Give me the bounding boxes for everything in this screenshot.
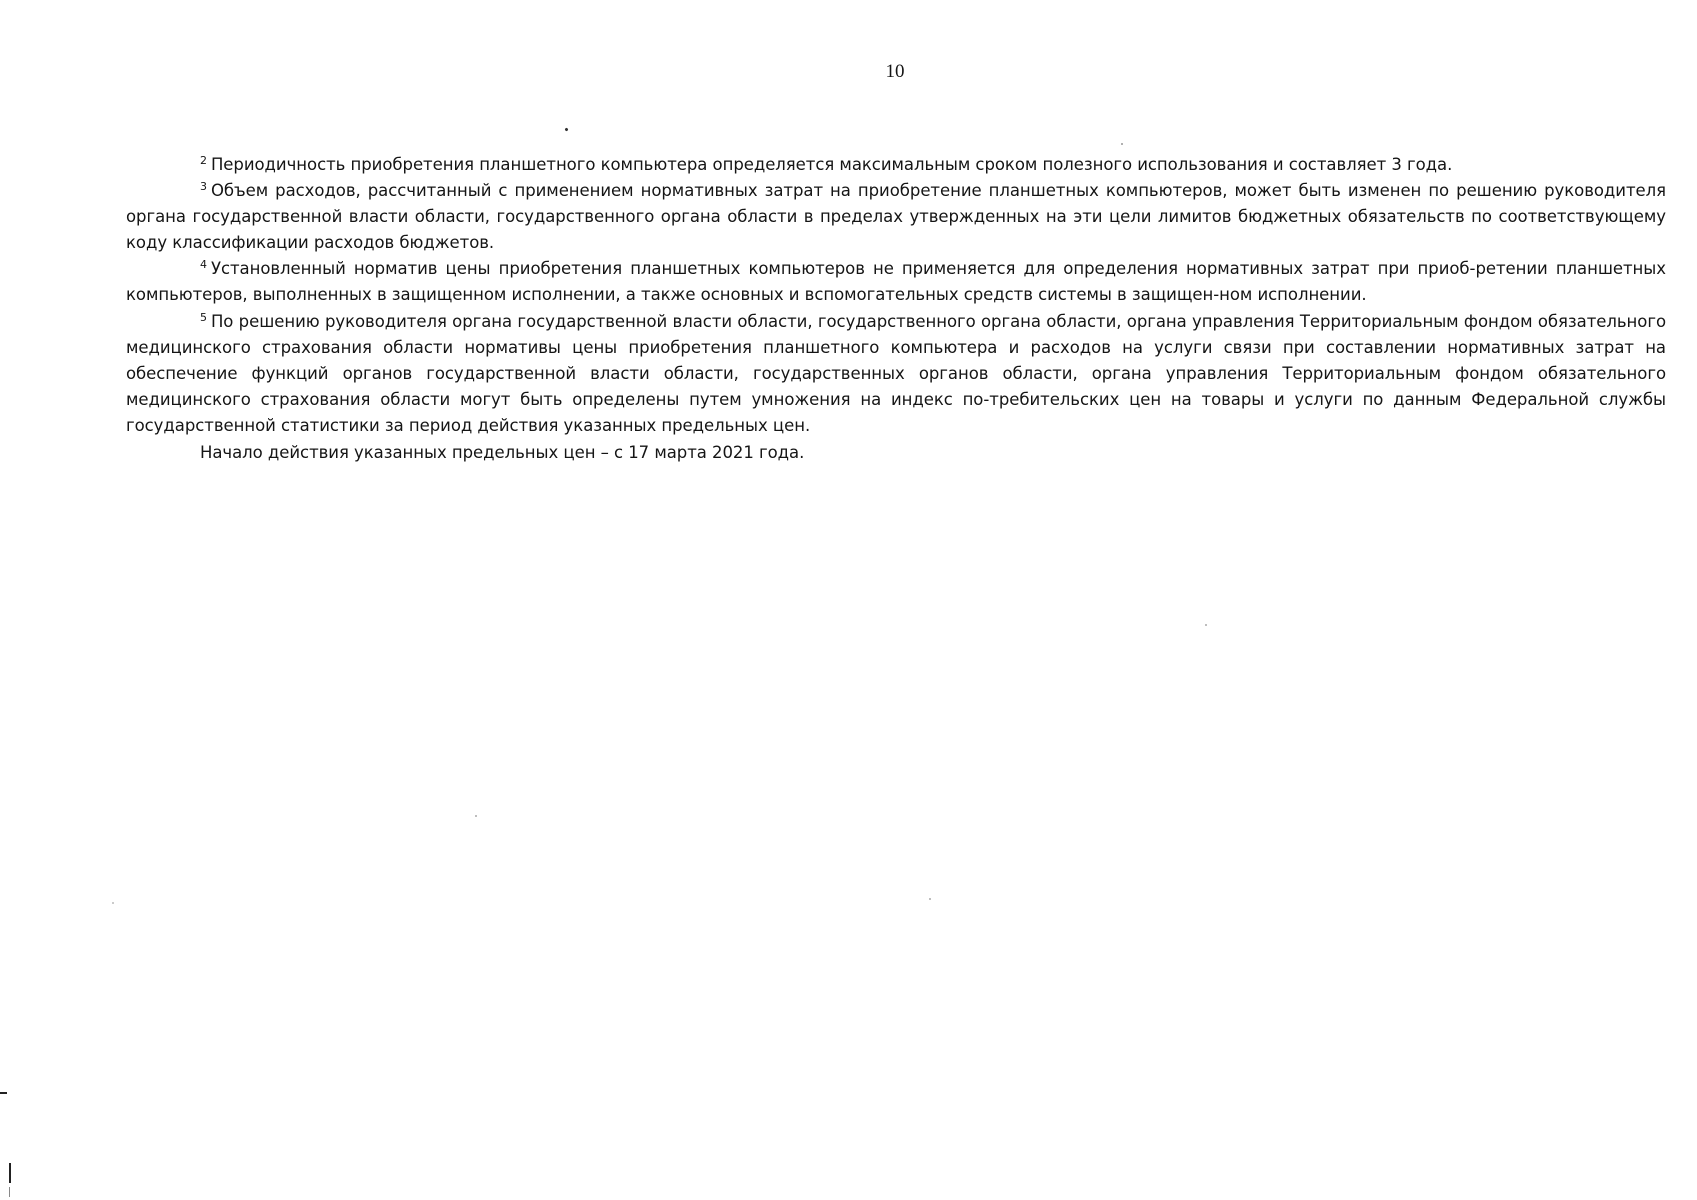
- document-body: [126, 152, 1666, 466]
- scan-edge-mark: [9, 1163, 11, 1183]
- footnote-2: [126, 152, 1666, 178]
- footnote-marker: 5: [200, 310, 207, 324]
- footnote-5: [126, 309, 1666, 439]
- page-number: [0, 60, 1697, 84]
- footnote-marker: 2: [200, 153, 207, 167]
- footnote-marker: 3: [200, 180, 207, 194]
- footnote-text: Объем расходов, рассчитанный с применением нормативных затрат на приобретение планшетных компьютеров, может быть изменен по решению руководителя органа государственной власти области, государственного органа области в пределах утвержденных на эти цели лимитов бюджетных обязательств по соответствующему коду классификации расходов бюджетов.: [126, 181, 1666, 253]
- scan-edge-mark: [0, 1092, 7, 1094]
- footnote-text: Установленный норматив цены приобретения планшетных компьютеров не применяется для определения нормативных затрат при приоб-ретении планшетных компьютеров, выполненных в защищенном исполнении, а также основных и вспомогательных средств системы в защищен-ном исполнении.: [126, 259, 1666, 305]
- effective-date-paragraph: Начало действия указанных предельных цен – с 17 марта 2021 года.: [200, 443, 805, 463]
- scan-speck: [564, 127, 568, 131]
- scan-speck: [1121, 143, 1123, 145]
- scan-speck: [1205, 624, 1207, 626]
- footnote-marker: 4: [200, 258, 207, 272]
- footnote-text: По решению руководителя органа государственной власти области, государственного органа области, органа управления Территориальным фондом обязательного медицинского страхования области нормативы цены приобретения планшетного компьютера и расходов на услуги связи при составлении нормативных затрат на обеспечение функций органов государственной власти области, государственных органов области, органа управления Территориальным фондом обязательного медицинского страхования области могут быть определены путем умножения на индекс по-требительских цен на товары и услуги по данным Федеральной службы государственной статистики за период действия указанных предельных цен.: [126, 311, 1666, 435]
- scan-speck: [475, 815, 477, 817]
- footnote-text: Периодичность приобретения планшетного компьютера определяется максимальным сроком полезного использования и составляет 3 года.: [210, 155, 1453, 174]
- scan-speck: [929, 898, 931, 900]
- scan-speck: [112, 902, 114, 904]
- page-number-text: 10: [885, 61, 905, 82]
- footnote-4: [126, 256, 1666, 308]
- scan-edge-mark: [9, 1187, 10, 1197]
- footnote-3: [126, 178, 1666, 256]
